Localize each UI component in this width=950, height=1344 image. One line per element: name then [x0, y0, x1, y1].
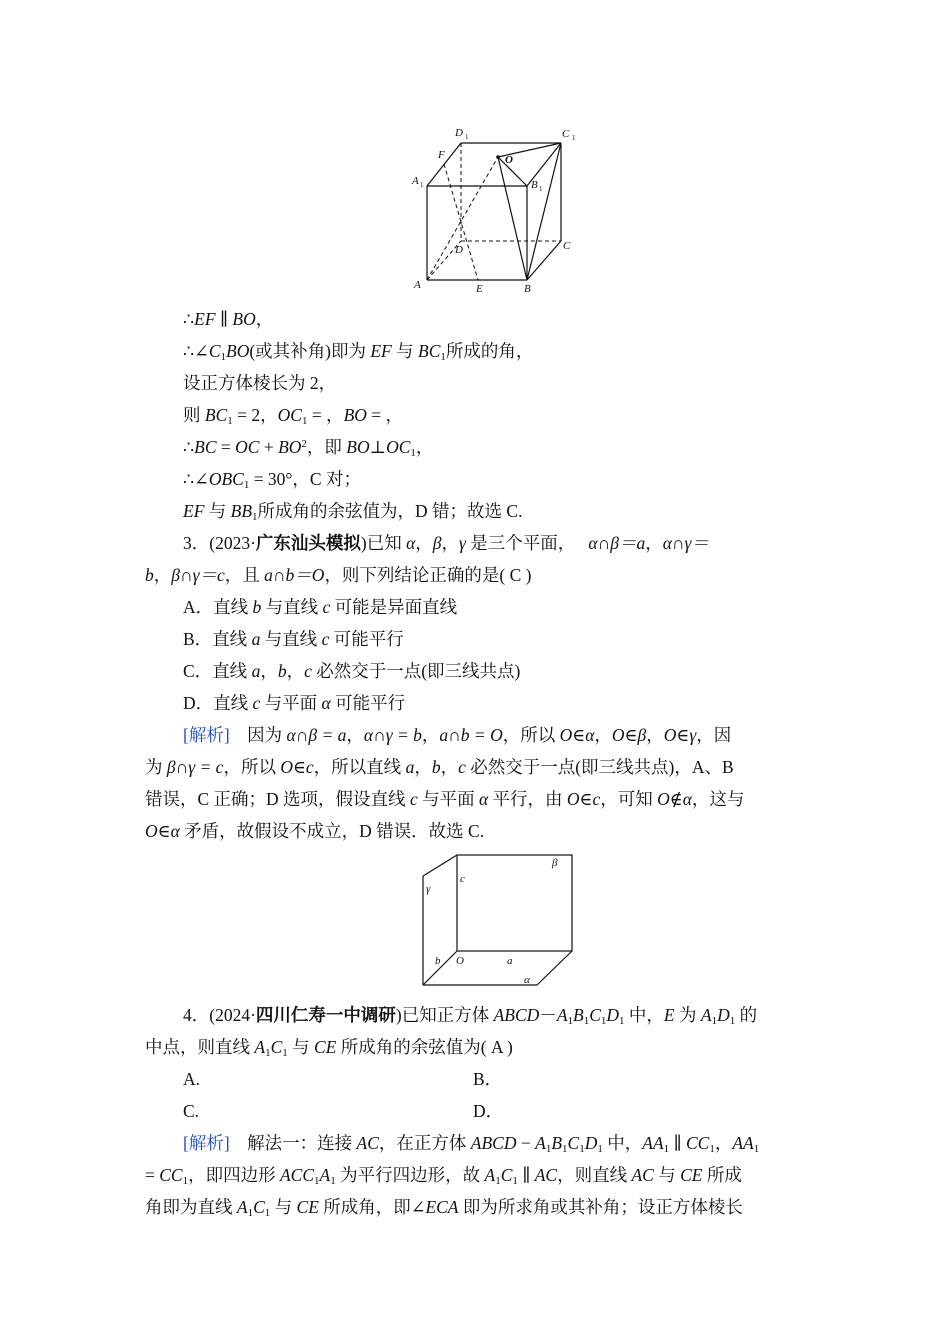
q4-option-d: D． [473, 1101, 504, 1121]
analysis-tag: [解析] [183, 725, 230, 745]
q3-stem-line-2: b，β∩γ＝c，且 a∩b＝O，则下列结论正确的是( C ) [145, 565, 532, 585]
sub-a1: 1 [420, 181, 424, 189]
label-b: B [524, 283, 531, 295]
proof-line-1: ∴EF ∥ BO， [183, 309, 274, 329]
label-beta: β [552, 857, 558, 869]
q4-option-a: A. [183, 1069, 201, 1089]
label-e: E [476, 283, 483, 295]
cube-figure [400, 122, 590, 300]
label-b1: B [531, 179, 538, 191]
sub-c1: 1 [572, 134, 576, 142]
proof-line-7: EF 与 $BB_1$所成角的余弦值为，D 错；故选 C. [183, 501, 523, 523]
label-a: a [507, 955, 513, 967]
analysis-tag: [解析] [183, 1133, 230, 1153]
label-a1: A [412, 175, 419, 187]
q3-option-b: B．直线 a 与直线 c 可能平行 [183, 629, 404, 649]
q4-stem-line-1: 4．(2024·四川仁寿一中调研)已知正方体 $ABCD-A_1B_1C_1D_1$ 中，E 为 $A_1D_1$ 的 [183, 1005, 758, 1027]
q4-analysis-line-1: [解析] 解法一：连接 AC，在正方体 ABCD − $A_1B_1C_1D_1$ 中，$AA_1$ ∥ $CC_1$，$AA_1$ [183, 1133, 760, 1155]
label-o: O [456, 955, 464, 967]
proof-line-4: 则 $BC_1 = 2$，$OC_1$ = ，BO = ， [183, 405, 404, 427]
label-a: A [414, 279, 421, 291]
proof-line-6: $\therefore\angle OBC_1 = 30^\circ$，C 对； [183, 469, 361, 491]
label-b: b [435, 955, 441, 967]
proof-line-2: $\therefore\angle C_1BO$(或其补角)即为 EF 与 $BC_1$所成的角， [183, 341, 534, 363]
label-c1: C [562, 128, 570, 140]
q3-analysis-line-4: O∈α 矛盾，故假设不成立，D 错误．故选 C. [145, 821, 485, 841]
proof-line-5: ∴BC = OC + $BO^2$，即 $BO\perp OC_1$， [183, 437, 434, 459]
q4-stem-line-2: 中点，则直线 $A_1C_1$ 与 CE 所成角的余弦值为( A ) [145, 1037, 513, 1059]
label-gamma: γ [426, 883, 431, 895]
sub-d1: 1 [465, 133, 469, 141]
label-d1: D [455, 127, 463, 139]
label-o: O [505, 154, 513, 166]
q4-option-b: B． [473, 1069, 503, 1089]
q4-analysis-line-3: 角即为直线 $A_1C_1$ 与 CE 所成角，即∠ECA 即为所求角或其补角；设正方体棱长 [145, 1197, 743, 1219]
label-alpha: α [524, 974, 530, 986]
proof-line-3: 设正方体棱长为 2， [183, 373, 337, 393]
label-d: D [455, 244, 463, 256]
label-f: F [438, 149, 445, 161]
planes-figure [418, 852, 580, 990]
q3-analysis-line-2: 为 β∩γ = c，所以 O∈c，所以直线 a，b，c 必然交于一点(即三线共点)，A、B [145, 757, 734, 777]
q3-analysis-line-1: [解析] 因为 α∩β = a，α∩γ = b，a∩b = O，所以 O∈α，O∈β，O∈γ，因 [183, 725, 732, 745]
sub-b1: 1 [539, 185, 543, 193]
q4-analysis-line-2: = $CC_1$，即四边形 $ACC_1A_1$ 为平行四边形，故 $A_1C_1$ ∥ AC，则直线 AC 与 CE 所成 [145, 1165, 742, 1187]
q3-option-d: D．直线 c 与平面 α 可能平行 [183, 693, 406, 713]
q4-option-c: C. [183, 1101, 200, 1121]
q3-analysis-line-3: 错误，C 正确；D 选项，假设直线 c 与平面 α 平行，由 O∈c，可知 O∉α，这与 [145, 789, 745, 809]
label-c: C [563, 240, 571, 252]
q3-stem-line-1: 3．(2023·广东汕头模拟)已知 α，β，γ 是三个平面， α∩β＝a，α∩γ＝ [183, 533, 709, 553]
q3-option-c: C．直线 a，b，c 必然交于一点(即三线共点) [183, 661, 521, 681]
label-c: c [460, 873, 465, 885]
q3-option-a: A．直线 b 与直线 c 可能是异面直线 [183, 597, 458, 617]
